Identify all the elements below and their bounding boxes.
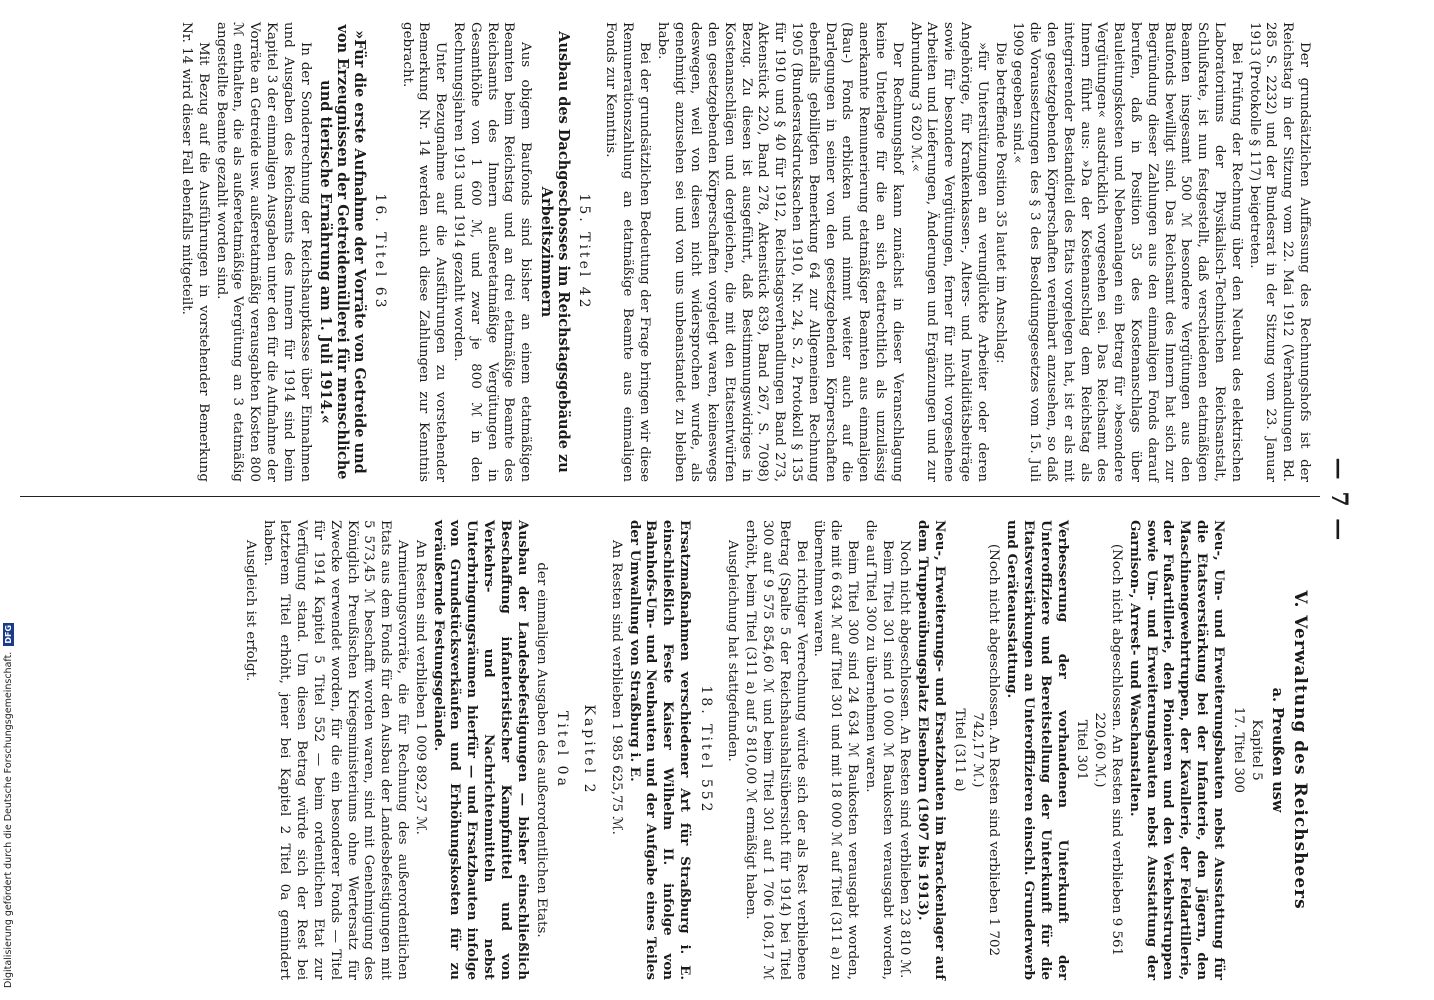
paragraph: Armierungsvorräte, die für Rechnung des außerordentlichen Etats aus dem Fonds für den Ausbau der Landesbefestigungen mit 5 573,45 ℳ beschafft worden waren, sind mit Genehmigung des Königlich Preußischen Kriegsministeriums ohne Wertersatz für Zwecke verwendet worden, für die ein besonderer Fonds — Titel für 1914 Kapitel 5 Titel 552 — beim ordentlichen Etat zur Verfügung stand. Um diesen Betrag würde sich der Rest bei letzterem Titel erhöht, jener bei Kapitel 2 Titel 0a gemindert haben. — [260, 520, 410, 980]
section-title-17: Neu-, Um- und Erweiterungsbauten nebst Ausstattung für die Etatsverstärkung bei der Infanterie, den Jägern, den Maschinengewehrtruppen, der Kavallerie, der Feldartillerie, der Fußartillerie, den Pionieren und den Verkehrstruppen sowie Um- und Erweiterungsbauten nebst Ausstattung der Garnison-, Arrest- und Waschanstalten. — [1126, 520, 1227, 980]
paragraph: Bei der grundsätzlichen Bedeutung der Frage bringen wir diese Remunerationszahlung an etatmäßige Beamte aus einmaligen Fonds zur Kenntnis. — [603, 22, 652, 482]
paragraph: Noch nicht abgeschlossen. An Resten sind verblieben 23 810 ℳ. — [897, 540, 913, 979]
paragraph: Der Rechnungshof kann zunächst in dieser Veranschlagung keine Unterlage für die an sich etatrechtlich als unzulässig anerkannte Remunerierung etatmäßiger Beamten aus einmaligen (Bau-) Fonds erblicken und nimmt weiter auch auf die Darlegungen in seiner von den gesetzgebenden Körperschaften ebenfalls gebilligten Bemerkung 64 zur Allgemeinen Rechnung 1905 (Bundesratsdrucksachen 1910, Nr. 24, S. 2, Protokoll § 135 für 1910 und § 40 für 1912, Reichstagsverhandlungen Band 273, Aktenstück 220, Band 278, Aktenstück 839, Band 267, S. 7098) Bezug. Zu diesen ist ausgeführt, daß Bestimmungswidriges in Kostenanschlägen und dergleichen, die mit den Etatsentwürfen den gesetzgebenden Körperschaften vorgelegt waren, keineswegs deswegen, weil von diesen nicht widersprochen wurde, als genehmigt anzusehen sei und von uns unbeanstandet zu bleiben habe. — [654, 22, 905, 482]
note: (Noch nicht abgeschlossen. An Resten sind verblieben 1 702 742,17 ℳ.) — [969, 543, 1002, 957]
paragraph: Aus obigem Baufonds sind bisher an einem etatmäßigen Beamten beim Reichstag und an drei etatmäßige Beamte des Reichsamts des Innern außeretatmäßige Vergütungen in Gesamthöhe von 1 600 ℳ, und zwar je 800 ℳ in den Rechnungsjahren 1913 und 1914 gezahlt worden. — [450, 22, 534, 482]
kapitel-label: Kapitel 5 — [1249, 719, 1265, 781]
section-title-18: Ersatzmaßnahmen verschiedener Art für Straßburg i. E. einschließlich Feste Kaiser Wilhelm II. infolge von Bahnhofs-Um- und Neubauten und der Aufgabe eines Teiles der Umwallung von Straßburg i. E. — [626, 520, 693, 980]
paragraph: Unter Bezugnahme auf die Ausführungen zu vorstehender Bemerkung Nr. 14 werden auch diese Zahlungen zur Kenntnis gebracht. — [399, 22, 449, 482]
section-title-15: Ausbau des Dachgeschosses im Reichstagsgebäude zu Arbeitszimmern — [537, 31, 572, 473]
sub-caption: der einmaligen Ausgaben des außerordentlichen Etats. — [534, 562, 550, 938]
titel-label: Titel (311 a) — [951, 708, 967, 792]
dfg-logo: DFG — [4, 624, 13, 644]
paragraph: Der grundsätzlichen Auffassung des Rechnungshofs ist der Reichstag in der Sitzung vom 22. Mai 1912 (Verhandlungen Bd. 285 S. 2232) und der Bundesrat in der Sitzung vom 23. Januar 1913 (Protokolle § 117) beigetreten. — [1246, 22, 1312, 482]
column-divider — [20, 496, 1320, 497]
section-title-301: Verbesserung der vorhandenen Unterkunft der Unteroffiziere und Bereitstellung der Unterkunft für die Etatsverstärkungen an Unteroffizieren einschl. Grunderwerb und Geräteausstattung. — [1004, 520, 1071, 980]
paragraph: Mit Bezug auf die Ausführungen in vorstehender Bemerkung Nr. 14 wird dieser Fall ebenfalls mitgeteilt. — [179, 22, 211, 482]
paragraph: An Resten sind verblieben 1 985 625,75 ℳ. — [608, 540, 624, 835]
section-heading-18: 18. Titel 552 — [697, 685, 714, 815]
paragraph: In der Sonderrechnung der Reichshauptkasse über Einnahmen und Ausgaben des Reichsamts des Innern für 1914 sind beim Kapitel 3 der einmaligen Ausgaben unter den für die Aufnahme der Vorräte an Getreide usw. außeretatmäßig verausgabten Kosten 800 ℳ enthalten, die als außeretatmäßige Vergütung an 3 etatmäßig angestellte Beamte gezahlt worden sind. — [213, 22, 313, 482]
paragraph: Beim Titel 301 sind 10 000 ℳ Baukosten verausgabt worden, die auf Titel 300 zu übernehmen waren. — [862, 520, 895, 980]
note: (Noch nicht abgeschlossen. An Resten sind verblieben 9 561 220,60 ℳ.) — [1092, 543, 1125, 957]
paragraph: Ausgleichung hat stattgefunden. — [725, 540, 741, 762]
sub-heading: a. Preußen usw — [1269, 687, 1287, 813]
digitization-text: Digitalisierung gefördert durch die Deutsche Forschungsgemeinschaft. — [3, 651, 14, 988]
left-column — [176, 22, 1312, 482]
section-title-311a: Neu-, Erweiterungs- und Ersatzbauten im Barackenlager auf dem Truppenübungsplatz Elsenborn (1907 bis 1913). — [915, 520, 949, 980]
page-number: — 7 — — [1326, 457, 1352, 543]
paragraph: Beim Titel 300 sind 24 634 ℳ Baukosten verausgabt worden, die mit 6 634 ℳ auf Titel 301 und mit 18 000 ℳ auf Titel (311 a) zu übernehmen waren. — [811, 520, 861, 980]
section-heading-15: 15. Titel 42 — [575, 193, 592, 311]
section-title-16: »Für die erste Aufnahme der Vorräte von Getreide und von Erzeugnissen der Getreidemüllerei für menschliche und tierische Ernährung am 1. Juli 1914.« — [317, 24, 368, 480]
titel-heading: Titel 0a — [554, 711, 571, 789]
quote: »für Unterstützungen an verunglückte Arbeiter oder deren Angehörige, für Krankenkassen-, Alters- und Invaliditätsbeiträge sowie für besondere Vergütungen, ferner für nicht vorgesehene Arbeiten und Lieferungen, Änderungen und Ergänzungen und zur Abrundung 3 620 ℳ.« — [907, 22, 990, 482]
chapter-heading: V. Verwaltung des Reichsheers — [1290, 590, 1310, 910]
digitization-note — [3, 28, 14, 988]
paragraph: Bei richtiger Verrechnung würde sich der als Rest verbliebene Betrag (Spalte 5 der Reichshaushaltsübersicht für 1914) bei Titel 300 auf 9 575 854,60 ℳ und beim Titel 301 auf 1 706 108,17 ℳ erhöht, beim Titel (311 a) auf 5 810,00 ℳ ermäßigt haben. — [743, 520, 809, 980]
kapitel-heading: Kapitel 2 — [580, 704, 597, 796]
section-title-0a: Ausbau der Landesbefestigungen — bisher einschließlich Beschaffung infanteristischer Kampfmittel und von Verkehrs- und Nachrichtenmitteln nebst Unterbringungsräumen hierfür — und Ersatzbauten infolge von Grundstücksverkäufen und Erhöhungskosten für zu veräußernde Festungsgelände. — [430, 520, 531, 980]
paragraph: Die betreffende Position 35 lautet im Anschlag: — [992, 42, 1008, 364]
section-heading-16: 16. Titel 63 — [371, 193, 388, 311]
paragraph: Bei Prüfung der Rechnung über den Neubau des elektrischen Laboratoriums der Physikalisch-Technischen Reichsanstalt, Schlußrate, ist nun festgestellt, daß verschiedenen etatmäßigen Beamten insgesamt 500 ℳ besondere Vergütungen aus den Baufonds bewilligt sind. Das Reichsamt des Innern hat sich zur Begründung dieser Zahlungen aus den einmaligen Fonds darauf berufen, daß in Position 35 des Kostenanschlags über Bauleitungskosten und Nebenanlagen ein Betrag für »besondere Vergütungen« ausdrücklich vorgesehen sei. Das Reichsamt des Innern führt aus: »Da der Kostenanschlag dem Reichstag als integrierender Bestandteil des Etats vorgelegen hat, ist er als mit den gesetzgebenden Körperschaften vereinbart anzusehen, so daß die Voraussetzungen des § 3 des Besoldungsgesetzes vom 15. Juli 1909 gegeben sind.« — [1010, 22, 1244, 482]
titel-label: 17. Titel 300 — [1230, 706, 1246, 794]
paragraph: An Resten sind verblieben 1 009 892,37 ℳ. — [412, 540, 428, 835]
paragraph: Ausgleich ist erfolgt. — [242, 540, 258, 682]
titel-label: Titel 301 — [1074, 719, 1090, 781]
digitization-strip — [0, 0, 20, 1000]
right-column — [240, 520, 1312, 980]
